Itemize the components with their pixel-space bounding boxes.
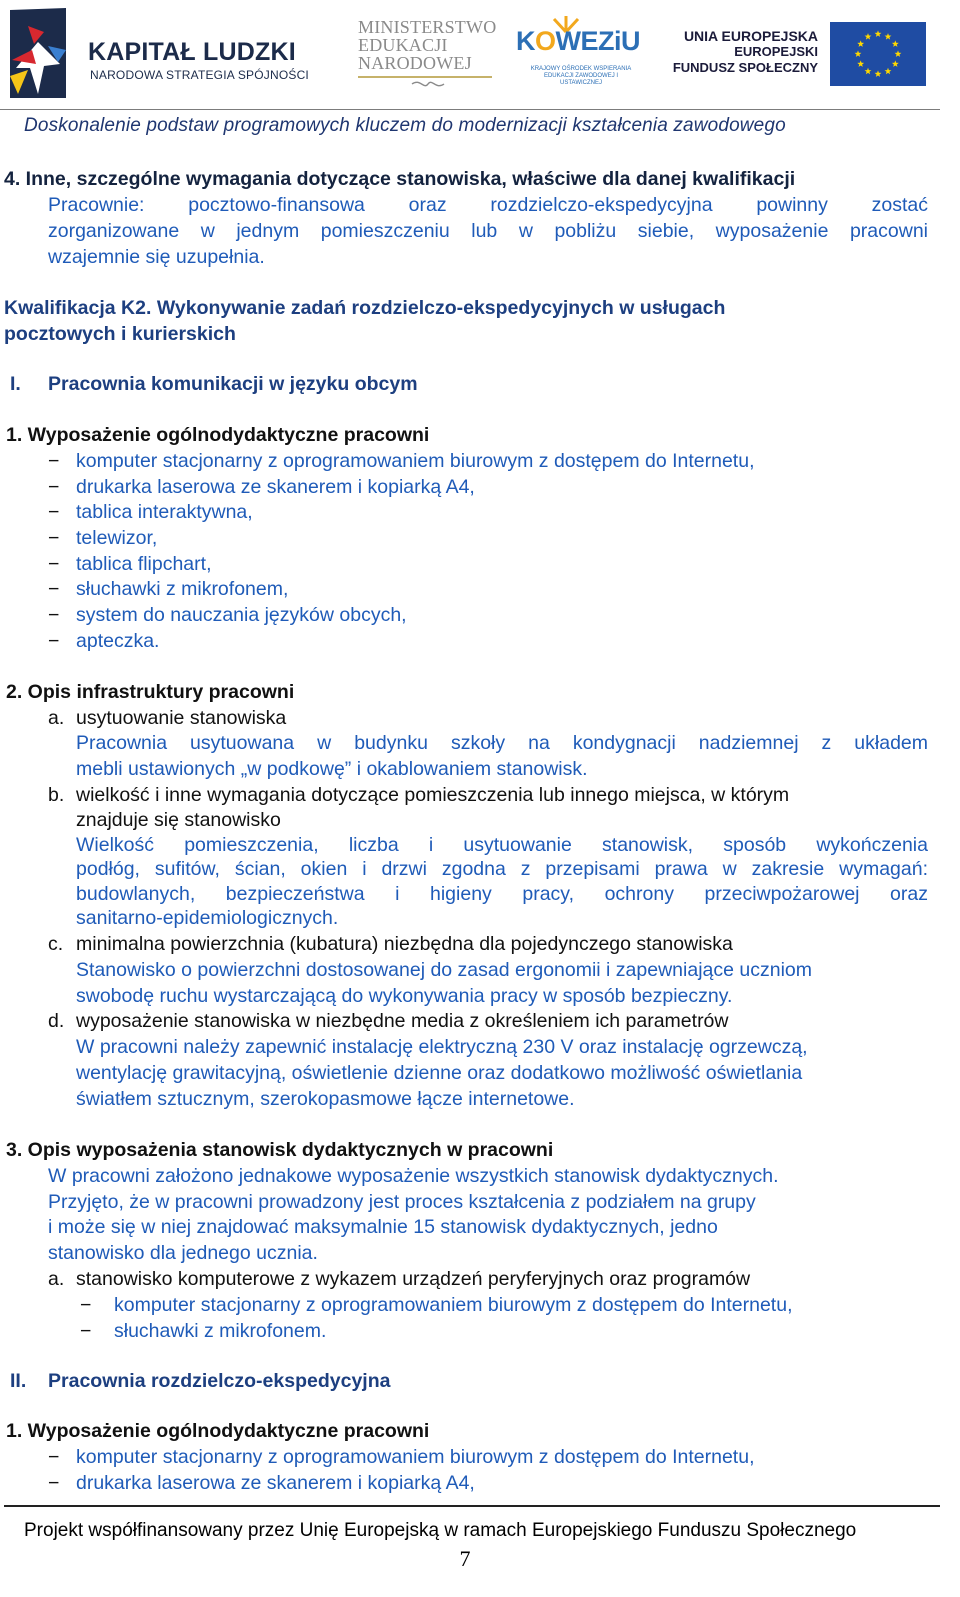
ministerstwo-line-2: EDUKACJI — [358, 35, 448, 55]
lab-1-s1-item-3: tablica interaktywna, — [76, 501, 253, 523]
qualification-line-2: pocztowych i kurierskich — [4, 323, 236, 345]
bullet-dash: − — [48, 604, 60, 626]
ministerstwo-line-3: NARODOWEJ — [358, 53, 472, 73]
lab-1-s2-b-line-3: budowlanych, bezpieczeństwa i higieny pracy, ochrony przeciwpożarowej oraz — [76, 883, 928, 905]
qualification-code: Kwalifikacja K2. — [4, 297, 152, 319]
koweziu-title: KOWEZiU — [516, 26, 641, 56]
lab-1-s2-c-line-1: Stanowisko o powierzchni dostosowanej do zasad ergonomii i zapewniające uczniom — [76, 959, 812, 981]
lab-1-s3-a-item-1: komputer stacjonarny z oprogramowaniem biurowym z dostępem do Internetu, — [114, 1294, 793, 1316]
lab-2-title: Pracownia rozdzielczo-ekspedycyjna — [48, 1370, 391, 1392]
logo-bar — [0, 0, 960, 112]
lab-1-s1-item-7: system do nauczania języków obcych, — [76, 604, 407, 626]
lab-1-s2-b-title-1: wielkość i inne wymagania dotyczące pomieszczenia lub innego miejsca, w którym — [76, 784, 790, 806]
kapital-ludzki-subtitle: NARODOWA STRATEGIA SPÓJNOŚCI — [90, 68, 309, 82]
page-number: 7 — [459, 1546, 471, 1571]
lab-1-s2-a-label: a. — [48, 707, 65, 729]
lab-1-s2-b-label: b. — [48, 784, 65, 806]
lab-2-s1-heading: 1. Wyposażenie ogólnodydaktyczne pracowni — [6, 1420, 430, 1442]
ministerstwo-logo — [358, 18, 498, 88]
lab-1-s2-d-title: wyposażenie stanowiska w niezbędne media z określeniem ich parametrów — [76, 1010, 729, 1032]
koweziu-logo — [516, 14, 641, 94]
bullet-dash: − — [48, 553, 60, 575]
eu-logo-line-1: UNIA EUROPEJSKA — [683, 28, 818, 44]
lab-1-s2-d-line-2: wentylację grawitacyjną, oświetlenie dzienne oraz dodatkowo możliwość oświetlania — [76, 1062, 803, 1084]
bullet-dash: − — [48, 501, 60, 523]
bullet-dash: − — [48, 450, 60, 472]
ministerstwo-ornament-icon — [410, 78, 446, 90]
kapital-ludzki-title: KAPITAŁ LUDZKI — [88, 38, 296, 66]
lab-1-s2-b-title-2: znajduje się stanowisko — [76, 809, 281, 831]
lab-2-numeral: II. — [10, 1370, 27, 1392]
kapital-ludzki-logo — [4, 2, 309, 102]
lab-1-numeral: I. — [10, 373, 21, 395]
bullet-dash: − — [48, 1446, 60, 1468]
eu-logo — [672, 22, 938, 92]
kapital-ludzki-star-icon — [8, 6, 68, 100]
lab-1-s2-d-label: d. — [48, 1010, 65, 1032]
lab-1-s1-item-5: tablica flipchart, — [76, 553, 212, 575]
lab-1-s1-item-1: komputer stacjonarny z oprogramowaniem biurowym z dostępem do Internetu, — [76, 450, 755, 472]
eu-logo-text — [673, 28, 818, 76]
lab-2-s1-item-2: drukarka laserowa ze skanerem i kopiarką A4, — [76, 1472, 475, 1494]
section-4-heading: 4. Inne, szczególne wymagania dotyczące stanowiska, właściwe dla danej kwalifikacji — [4, 168, 796, 190]
lab-1-s2-c-title: minimalna powierzchnia (kubatura) niezbędna dla pojedynczego stanowiska — [76, 933, 733, 955]
bullet-dash: − — [48, 1472, 60, 1494]
lab-1-s3-a-item-2: słuchawki z mikrofonem. — [114, 1320, 327, 1342]
eu-logo-line-3: FUNDUSZ SPOŁECZNY — [672, 60, 818, 75]
section-4-line-2: zorganizowane w jednym pomieszczeniu lub w pobliżu siebie, wyposażenie pracowni — [48, 220, 928, 242]
bullet-dash: − — [48, 476, 60, 498]
lab-1-s3-line-4: stanowisko dla jednego ucznia. — [48, 1242, 318, 1264]
bullet-dash: − — [48, 578, 60, 600]
document-header: Doskonalenie podstaw programowych kluczem do modernizacji kształcenia zawodowego — [24, 115, 786, 136]
footer-rule — [4, 1505, 940, 1507]
qualification-line-1 — [4, 296, 725, 320]
lab-1-s2-b-line-4: sanitarno-epidemiologicznych. — [76, 907, 339, 929]
qualification-title: Wykonywanie zadań rozdzielczo-ekspedycyjnych w usługach — [151, 297, 726, 319]
lab-1-s3-line-1: W pracowni założono jednakowe wyposażenie wszystkich stanowisk dydaktycznych. — [48, 1165, 779, 1187]
lab-1-s1-item-2: drukarka laserowa ze skanerem i kopiarką A4, — [76, 476, 475, 498]
lab-1-title: Pracownia komunikacji w języku obcym — [48, 373, 418, 395]
section-4-line-1: Pracownie: pocztowo-finansowa oraz rozdzielczo-ekspedycyjna powinny zostać — [48, 194, 928, 216]
bullet-dash: − — [80, 1294, 92, 1316]
lab-1-s2-heading: 2. Opis infrastruktury pracowni — [6, 681, 295, 703]
lab-2-s1-item-1: komputer stacjonarny z oprogramowaniem biurowym z dostępem do Internetu, — [76, 1446, 755, 1468]
lab-1-s3-a-title: stanowisko komputerowe z wykazem urządzeń peryferyjnych oraz programów — [76, 1268, 751, 1290]
lab-1-s2-d-line-3: światłem sztucznym, szerokopasmowe łącze internetowe. — [76, 1088, 575, 1110]
lab-1-s3-line-3: i może się w niej znajdować maksymalnie 15 stanowisk dydaktycznych, jedno — [48, 1216, 718, 1238]
bullet-dash: − — [48, 527, 60, 549]
lab-1-s1-item-4: telewizor, — [76, 527, 158, 549]
lab-1-s2-c-label: c. — [48, 933, 64, 955]
lab-1-s3-a-label: a. — [48, 1268, 65, 1290]
lab-1-s2-b-line-1: Wielkość pomieszczenia, liczba i usytuowanie stanowisk, sposób wykończenia — [76, 834, 928, 856]
lab-1-s1-item-6: słuchawki z mikrofonem, — [76, 578, 289, 600]
header-rule — [0, 109, 940, 110]
eu-logo-line-2: EUROPEJSKI — [734, 44, 818, 59]
section-4-line-3: wzajemnie się uzupełnia. — [48, 246, 265, 268]
lab-1-s1-item-8: apteczka. — [76, 630, 160, 652]
lab-1-s3-line-2: Przyjęto, że w pracowni prowadzony jest proces kształcenia z podziałem na grupy — [48, 1191, 756, 1213]
footer-text: Projekt współfinansowany przez Unię Europejską w ramach Europejskiego Funduszu Społecznego — [24, 1520, 857, 1541]
lab-1-s3-heading: 3. Opis wyposażenia stanowisk dydaktycznych w pracowni — [6, 1139, 554, 1161]
lab-1-s2-a-line-1: Pracownia usytuowana w budynku szkoły na kondygnacji nadziemnej z układem — [76, 732, 928, 754]
lab-1-s2-b-line-2: podłóg, sufitów, ścian, okien i drzwi zgodna z przepisami prawa w zakresie wymagań: — [76, 858, 928, 880]
lab-1-s2-a-title: usytuowanie stanowiska — [76, 707, 287, 729]
ministerstwo-line-1: MINISTERSTWO — [358, 17, 497, 37]
lab-1-s2-d-line-1: W pracowni należy zapewnić instalację elektryczną 230 V oraz instalację ogrzewczą, — [76, 1036, 808, 1058]
bullet-dash: − — [80, 1320, 92, 1342]
bullet-dash: − — [48, 630, 60, 652]
eu-flag-icon — [830, 22, 926, 86]
lab-1-s2-c-line-2: swobodę ruchu wystarczającą do wykonywania pracy w sposób bezpieczny. — [76, 985, 733, 1007]
lab-1-s1-heading: 1. Wyposażenie ogólnodydaktyczne pracowni — [6, 424, 430, 446]
lab-1-s2-a-line-2: mebli ustawionych „w podkowę” i okablowaniem stanowisk. — [76, 758, 588, 780]
koweziu-subtitle: KRAJOWY OŚRODEK WSPIERANIA EDUKACJI ZAWODOWEJ I USTAWICZNEJ — [530, 66, 632, 86]
